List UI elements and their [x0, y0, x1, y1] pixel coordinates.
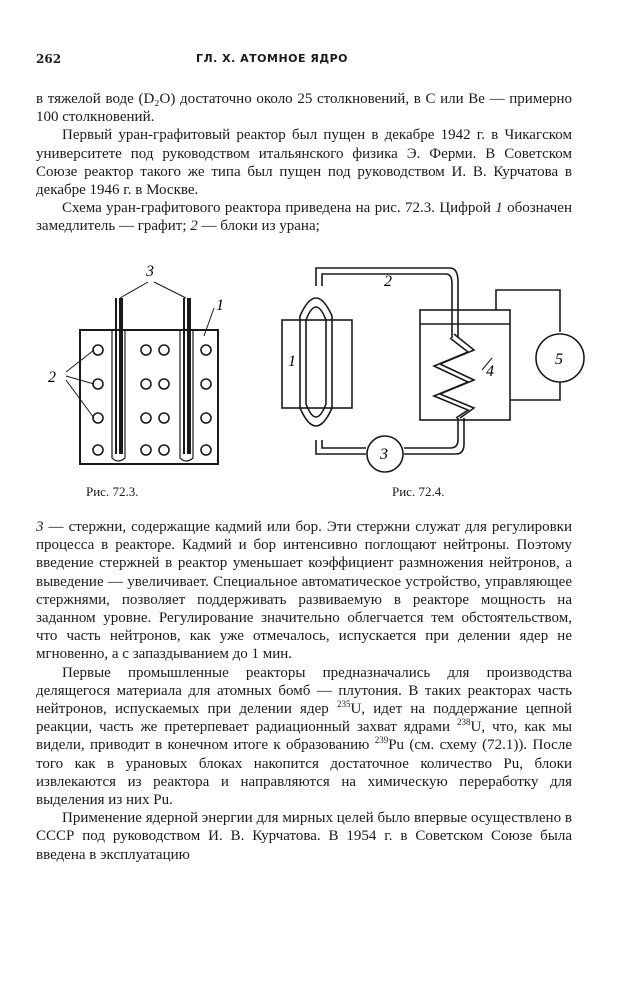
- uranium-block: [159, 379, 169, 389]
- heat-exchanger-coil-inner: [434, 338, 468, 418]
- page-header: [36, 52, 576, 72]
- label-pipe: 2: [384, 273, 392, 290]
- label-blocks: 2: [48, 369, 56, 386]
- uranium-block: [141, 345, 151, 355]
- label-reactor: 1: [288, 353, 296, 370]
- paragraph-4: 3 — стержни, содержащие кадмий или бор. Эти стержни служат для регулировки процесса в реакторе. Кадмий и бор интенсивно поглощают нейтроны. Поэтому введение стержней в реактор уменьшает коэффициент размножения нейтронов, а выведение — увеличивает. Специальное автоматическое устройство, управляющее стержнями, позволяет поддерживать развиваемую в реакторе мощность на заданном уровне. Регулирование значительно облегчается тем обстоятельством, что часть нейтронов, как уже отмечалось, испускается при делении ядер не мгновенно, а с запаздыванием до 1 мин.: [36, 519, 572, 663]
- paragraph-5: Первые промышленные реакторы предназначались для производства делящегося материала для атомных бомб — плутония. В таких реакторах часть нейтронов, испускаемых при делении ядер $^{235}$U, идет на поддержание цепной реакции, часть же претерпевает радиационный захват ядрами $^{238}$U, что, как мы видели, приводит в конечном итоге к образованию $^{239}$Pu (см. схему (72.1)). После того как в урановых блоках накопится достаточное количество Pu, блоки извлекаются из реактора и направляются на химическую переработку для выделения из них Pu.: [36, 664, 572, 809]
- uranium-block: [201, 345, 211, 355]
- reactor-core-inner: [306, 307, 326, 417]
- primary-loop-lower: [316, 440, 366, 454]
- top-text-block: [36, 90, 572, 236]
- return-pipe-inner: [404, 418, 458, 448]
- leader-3-right: [154, 282, 186, 298]
- uranium-block: [201, 413, 211, 423]
- figure-72-4: [270, 258, 590, 478]
- rod-channel-right: [180, 330, 193, 461]
- running-title: ГЛ. X. АТОМНОЕ ЯДРО: [196, 52, 349, 65]
- uranium-block: [141, 379, 151, 389]
- uranium-block: [159, 413, 169, 423]
- caption-72-4: Рис. 72.4.: [392, 484, 445, 499]
- uranium-block: [93, 379, 103, 389]
- uranium-block: [93, 345, 103, 355]
- uranium-block: [159, 345, 169, 355]
- secondary-loop-return: [510, 382, 560, 400]
- leader-1: [204, 308, 214, 336]
- paragraph-6: Применение ядерной энергии для мирных целей было впервые осуществлено в СССР под руководством И. В. Курчатова. В 1954 г. в Советском Союзе была введена в эксплуатацию: [36, 810, 572, 863]
- figure-72-3: [36, 258, 266, 478]
- label-exchanger: 4: [486, 363, 494, 380]
- control-rods: [112, 298, 193, 461]
- leader-3-left: [120, 282, 148, 298]
- uranium-block: [201, 379, 211, 389]
- paragraph-2: Первый уран-графитовый реактор был пущен в декабре 1942 г. в Чикагском университете под руководством итальянского физика Э. Ферми. В Советском Союзе реактор такого же типа был пущен под руководством И. В. Курчатова в декабре 1946 г. в Москве.: [36, 127, 572, 199]
- secondary-loop: [496, 290, 560, 332]
- label-rods: 3: [146, 263, 154, 280]
- bottom-text-block: [36, 518, 572, 864]
- primary-loop-lower-inner: [322, 440, 366, 448]
- page-number: 262: [36, 52, 62, 66]
- rod-channel-left: [112, 330, 125, 461]
- uranium-block: [93, 445, 103, 455]
- reactor-core-element: [300, 298, 332, 426]
- uranium-block: [159, 445, 169, 455]
- label-moderator: 1: [216, 297, 224, 314]
- uranium-block: [93, 413, 103, 423]
- figures-area: [36, 258, 596, 508]
- uranium-block: [141, 413, 151, 423]
- uranium-block: [141, 445, 151, 455]
- uranium-block: [201, 445, 211, 455]
- paragraph-1: в тяжелой воде (D₂O) достаточно около 25 столкновений, в С или Be — примерно 100 столкновений.: [36, 91, 572, 126]
- paragraph-3: Схема уран-графитового реактора приведена на рис. 72.3. Цифрой 1 обозначен замедлитель — графит; 2 — блоки из урана;: [36, 200, 572, 235]
- label-turbine: 5: [555, 351, 563, 368]
- label-pump: 3: [380, 446, 388, 463]
- caption-72-3: Рис. 72.3.: [86, 484, 139, 499]
